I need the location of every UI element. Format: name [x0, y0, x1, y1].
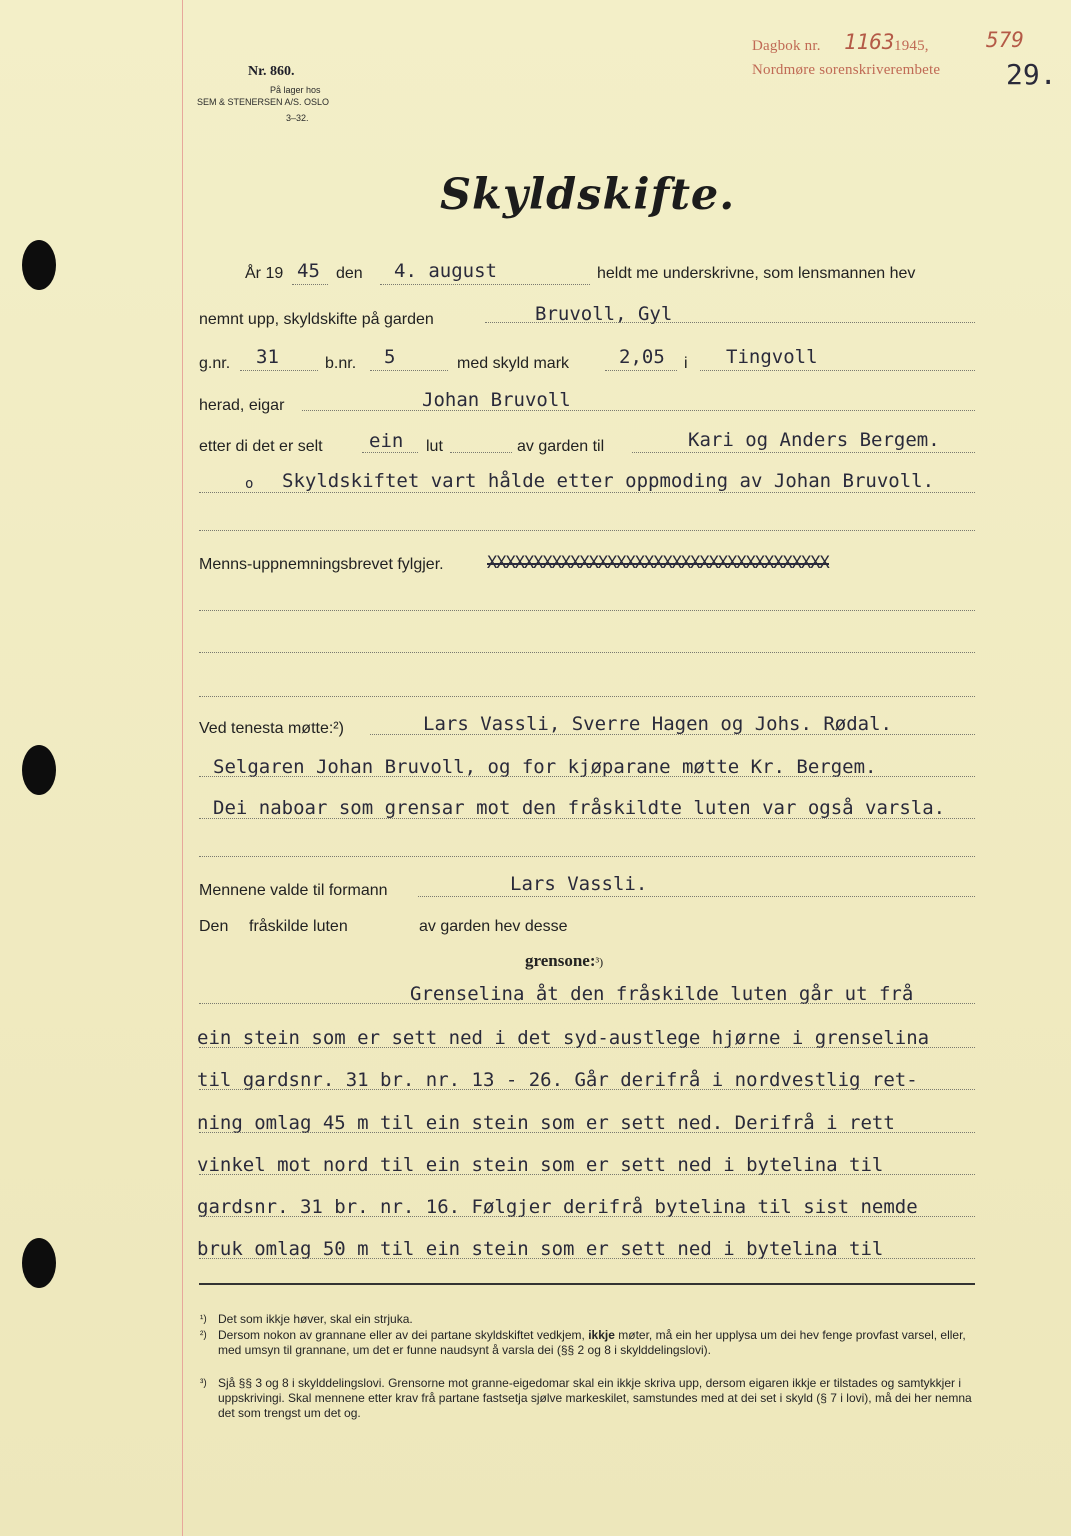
- fraskilde-label-luten: fråskilde luten: [249, 918, 348, 935]
- skyld-label: med skyld mark: [457, 355, 570, 372]
- request-dotline: [199, 492, 975, 493]
- punch-hole: [22, 745, 56, 795]
- formann-value: Lars Vassli.: [510, 873, 648, 895]
- folio-number: 579: [986, 28, 1024, 52]
- grensone-label: [525, 951, 603, 971]
- bnr-line: [370, 370, 448, 371]
- sold-label: etter di det er selt: [199, 438, 323, 455]
- tenesta-line-2: Selgaren Johan Bruvoll, og for kjøparane møtte Kr. Bergem.: [213, 756, 877, 778]
- lut-label: lut: [426, 438, 443, 455]
- stamp-diary-label: Dagbok nr.: [752, 38, 821, 54]
- boundary-dotline: [199, 1047, 975, 1048]
- year-value: 45: [297, 260, 320, 282]
- formann-line: [418, 896, 975, 897]
- request-mark: o: [245, 476, 254, 492]
- fraskilde-label-den: Den: [199, 918, 229, 935]
- boundary-line-5: vinkel mot nord til ein stein som er sett ned i bytelina til: [197, 1154, 884, 1176]
- year-label: År 19: [245, 265, 284, 282]
- margin-line: [182, 0, 183, 1536]
- footnote-2-text-a: Dersom nokon av grannane eller av dei partane skyldskiftet vedkjem,: [218, 1328, 585, 1342]
- footnote-3-text: Sjå §§ 3 og 8 i skylddelingslovi. Grensorne mot granne-eigedomar skal ein ikkje skriva upp, dersom eigaren ikkje er tilstades og samtykkjer i uppskrivingi. Skal mennene etter krav frå partane fastsetja sjølve markeskilet, samstundes med at dei set i skyld (§ 7 i lovi), må dei her nemna det som trengst um det og.: [218, 1376, 972, 1420]
- owner-value: Johan Bruvoll: [422, 389, 571, 411]
- tenesta-value: Lars Vassli, Sverre Hagen og Johs. Rødal.: [423, 713, 892, 735]
- boundary-line-2: ein stein som er sett ned i det syd-austlege hjørne i grenselina: [197, 1027, 930, 1049]
- gnr-label: g.nr.: [199, 355, 231, 372]
- page-mark: 29.: [1006, 58, 1057, 91]
- date-value: 4. august: [394, 260, 497, 282]
- footnote-1-text: Det som ikkje høver, skal ein strjuka.: [218, 1312, 413, 1326]
- diary-stamp: [752, 38, 821, 55]
- footnote-3: [200, 1376, 978, 1421]
- lut-line: [450, 452, 512, 453]
- farm-line: [485, 322, 975, 323]
- farm-label: nemnt upp, skyldskifte på garden: [199, 311, 434, 328]
- tenesta-dotline-2: [199, 776, 975, 777]
- i-label: i: [684, 355, 688, 372]
- stamp-year: 1945,: [894, 38, 929, 54]
- gnr-value: 31: [256, 346, 279, 368]
- owner-label: herad, eigar: [199, 397, 285, 414]
- publisher-line-3: 3–32.: [286, 113, 309, 123]
- blank-line: [199, 652, 975, 653]
- sold-part-value: ein: [369, 430, 404, 452]
- garden-til-label: av garden til: [517, 438, 605, 455]
- buyer-line: [632, 452, 975, 453]
- publisher-line-1: På lager hos: [270, 85, 321, 95]
- blank-line: [199, 530, 975, 531]
- boundary-line-1: Grenselina åt den fråskilde luten går ut frå: [410, 983, 914, 1005]
- owner-line: [302, 410, 975, 411]
- boundary-dotline: [199, 1089, 975, 1090]
- den-label: den: [336, 265, 363, 282]
- footnote-2-text-b: møter, må ein her upplysa um dei hev fenge provfast varsel, eller, med umsyn til grannane, um det er funne naudsynt å varsla dei (§§ 2 og 8 i skylddelingslovi).: [218, 1328, 966, 1357]
- buyer-value: Kari og Anders Bergem.: [688, 429, 940, 451]
- court-stamp: Nordmøre sorenskriverembete: [752, 62, 941, 78]
- footnote-1: [200, 1312, 978, 1327]
- tenesta-line: [370, 734, 975, 735]
- boundary-line-3: til gardsnr. 31 br. nr. 13 - 26. Går derifrå i nordvestlig ret-: [197, 1069, 918, 1091]
- publisher-line-2: SEM & STENERSEN A/S. OSLO: [197, 97, 330, 107]
- blank-line: [199, 610, 975, 611]
- herad-line: [700, 370, 975, 371]
- boundary-dotline: [199, 1174, 975, 1175]
- blank-line: [199, 856, 975, 857]
- formann-label: Mennene valde til formann: [199, 882, 388, 899]
- menns-label: Menns-uppnemningsbrevet fylgjer.: [199, 556, 444, 573]
- bnr-label: b.nr.: [325, 355, 357, 372]
- boundary-line-7: bruk omlag 50 m til ein stein som er sett ned i bytelina til: [197, 1238, 884, 1260]
- boundary-line-4: ning omlag 45 m til ein stein som er sett ned. Derifrå i rett: [197, 1112, 895, 1134]
- skyld-value: 2,05: [619, 346, 665, 368]
- tenesta-dotline-3: [199, 818, 975, 819]
- tenesta-label: Ved tenesta møtte:²): [199, 720, 344, 737]
- boundary-dotline: [199, 1132, 975, 1133]
- footnote-2-bold: ikkje: [588, 1328, 615, 1342]
- grensone-text: grensone:: [525, 951, 596, 970]
- punch-hole: [22, 1238, 56, 1288]
- herad-value: Tingvoll: [726, 346, 818, 368]
- held-text: heldt me underskrivne, som lensmannen hev: [597, 265, 916, 282]
- footnote-1-number: ¹): [200, 1314, 207, 1325]
- form-number: Nr. 860.: [248, 64, 295, 79]
- boundary-dotline: [199, 1003, 975, 1004]
- footnote-2-number: ²): [200, 1330, 207, 1341]
- sold-part-line: [362, 452, 418, 453]
- fraskilde-label-garden: av garden hev desse: [419, 918, 568, 935]
- year-line: [292, 284, 328, 285]
- gnr-line: [240, 370, 318, 371]
- document-title: Skyldskifte.: [440, 170, 736, 220]
- skyld-line: [605, 370, 677, 371]
- boundary-line-6: gardsnr. 31 br. nr. 16. Følgjer derifrå bytelina til sist nemde: [197, 1196, 918, 1218]
- footnote-3-number: ³): [200, 1378, 207, 1389]
- farm-value: Bruvoll, Gyl: [535, 303, 673, 325]
- blank-line: [199, 696, 975, 697]
- boundary-dotline: [199, 1258, 975, 1259]
- punch-hole: [22, 240, 56, 290]
- diary-number: 1163: [844, 30, 895, 54]
- footnote-rule: [199, 1283, 975, 1285]
- struck-text: XXXXXXXXXXXXXXXXXXXXXXXXXXXXXXXXXXXXX: [487, 553, 829, 573]
- footnote-2: [200, 1328, 978, 1358]
- tenesta-line-3: Dei naboar som grensar mot den fråskildte luten var også varsla.: [213, 797, 946, 819]
- boundary-dotline: [199, 1216, 975, 1217]
- bnr-value: 5: [384, 346, 396, 368]
- request-line: Skyldskiftet vart hålde etter oppmoding av Johan Bruvoll.: [282, 470, 935, 492]
- date-line: [380, 284, 590, 285]
- grensone-sup: ³): [595, 955, 604, 969]
